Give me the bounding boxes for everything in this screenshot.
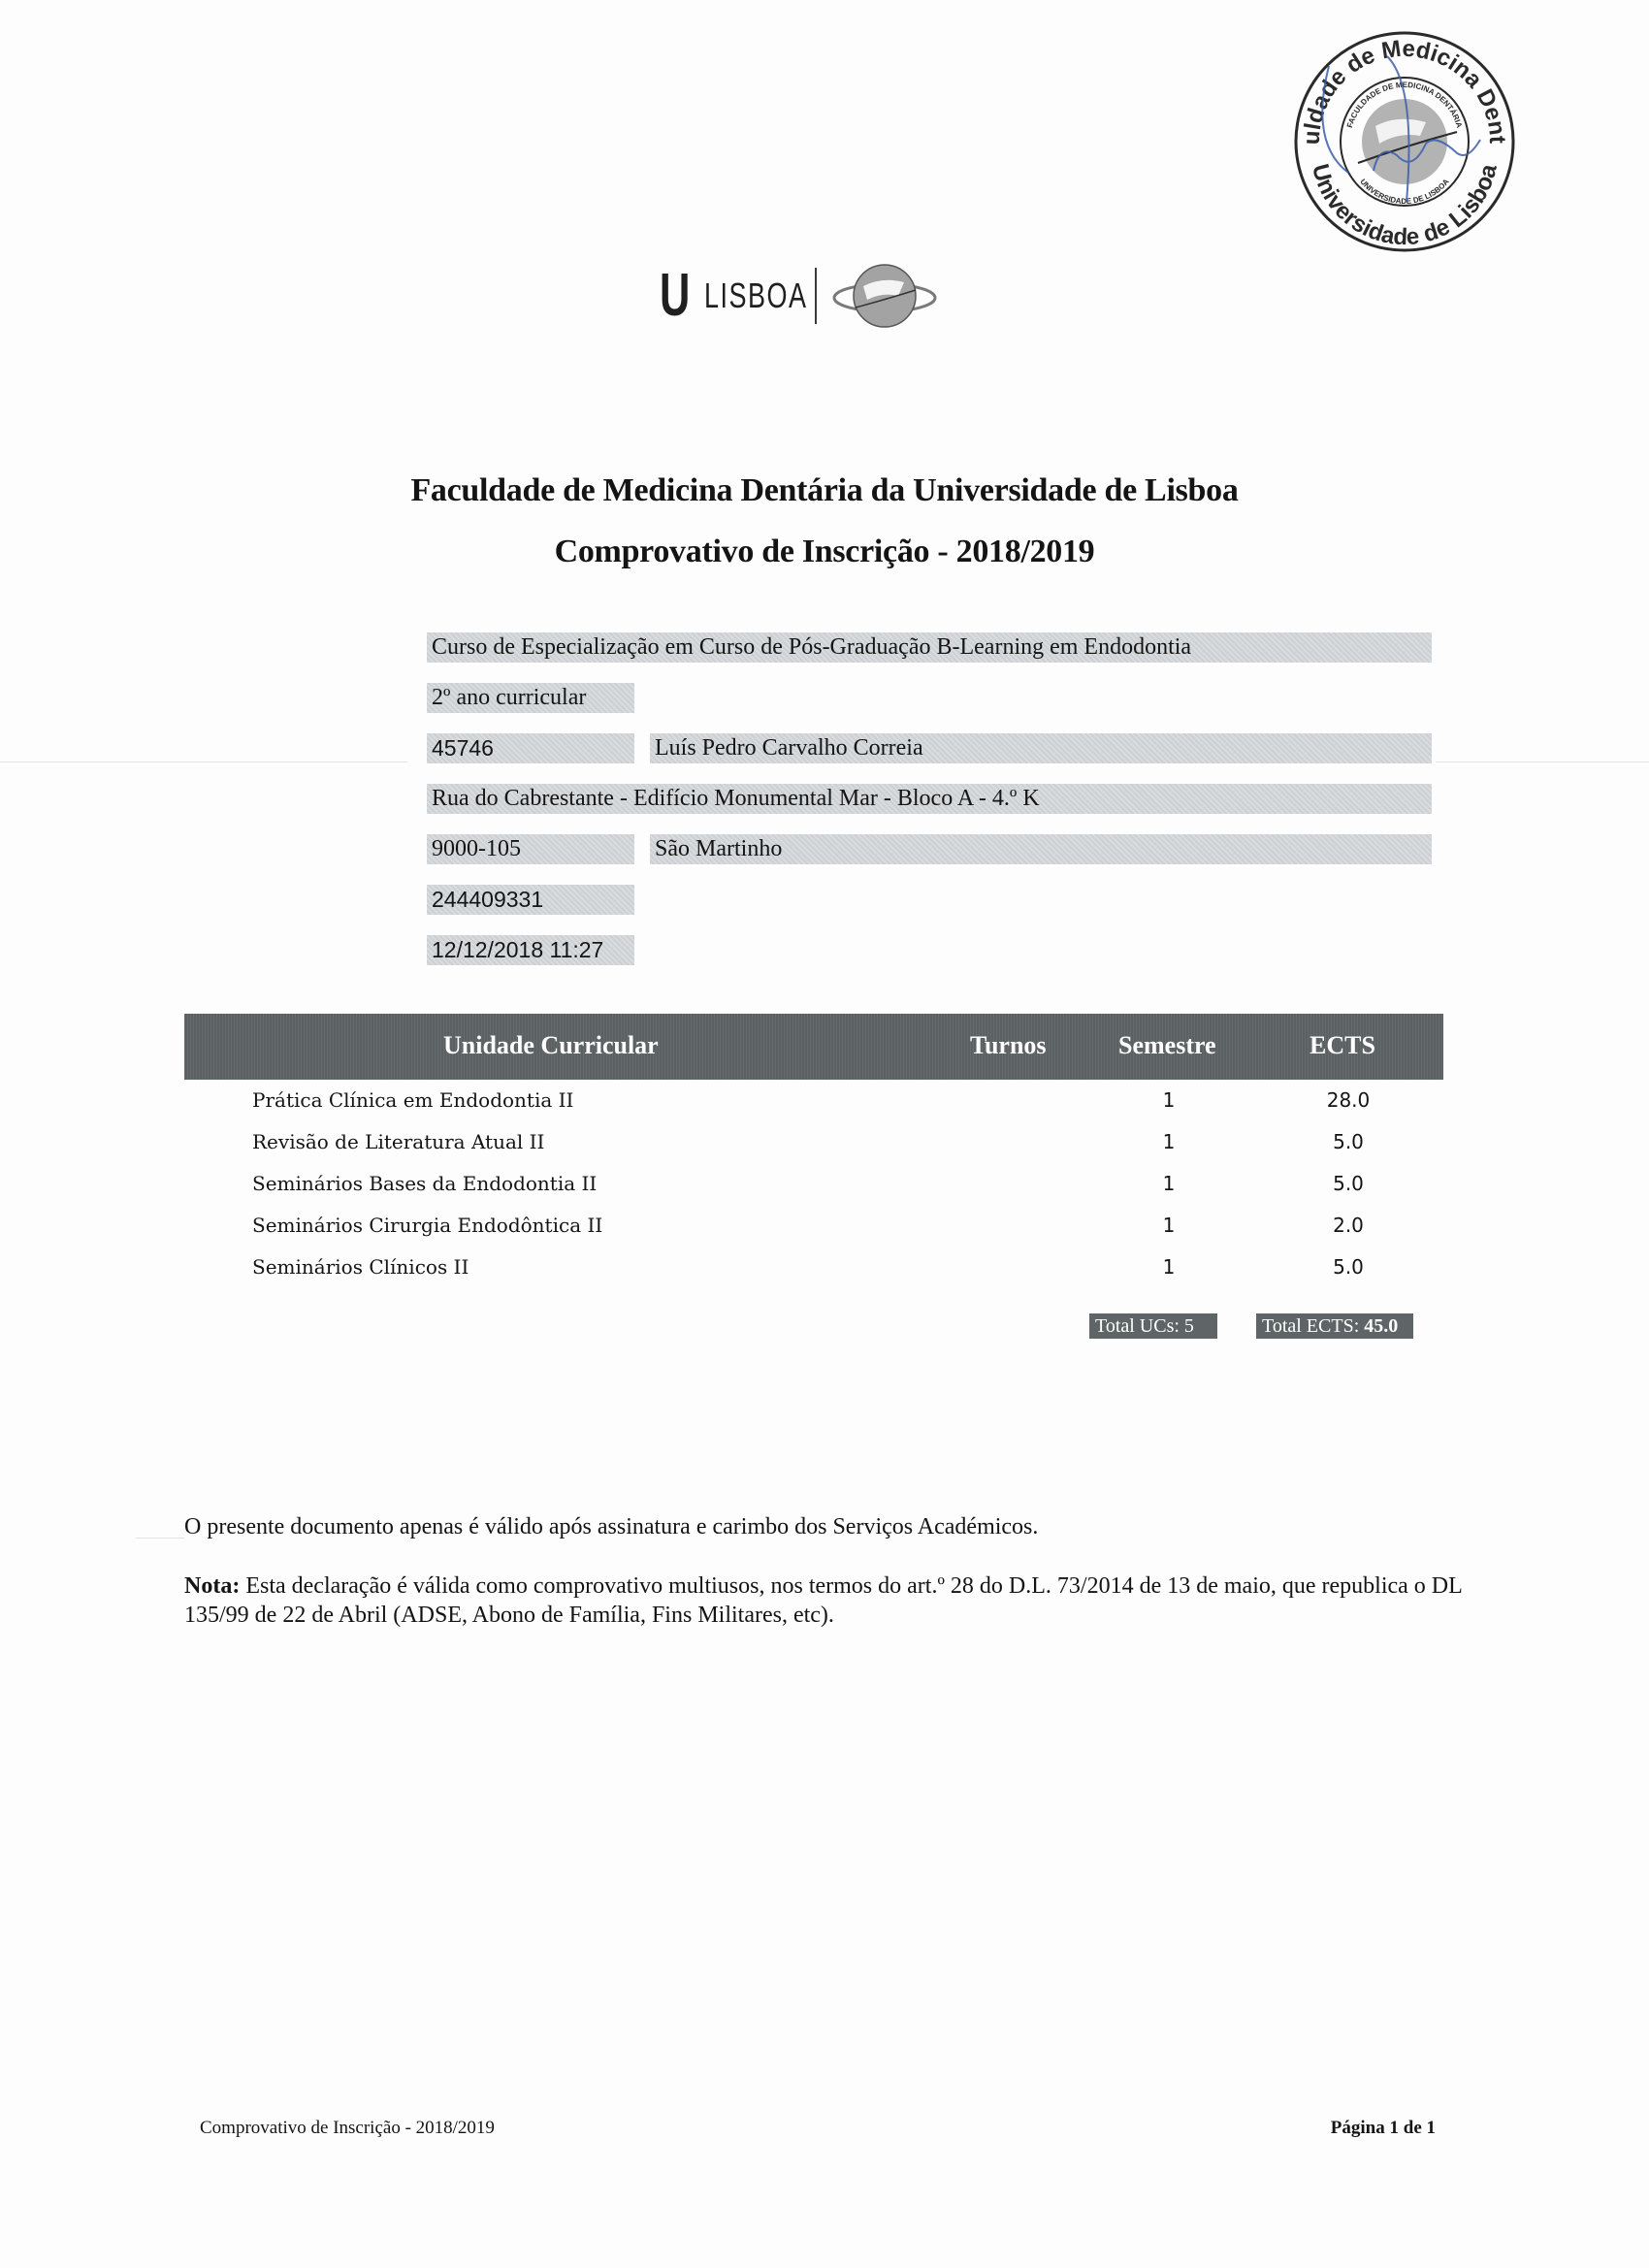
ulisboa-logo [660, 252, 941, 340]
cell-ects: 2.0 [1333, 1214, 1364, 1237]
validity-notice: O presente documento apenas é válido após assinatura e carimbo dos Serviços Académicos. [184, 1514, 1039, 1539]
table-row [0, 1081, 1649, 1119]
nota-paragraph [184, 1571, 1465, 1630]
scan-artifact-line [136, 1538, 184, 1539]
cell-semestre: 1 [1162, 1255, 1176, 1279]
cell-semestre: 1 [1162, 1214, 1176, 1237]
field-value-locality: São Martinho [650, 834, 1432, 864]
cell-semestre: 1 [1162, 1088, 1176, 1112]
cell-semestre: 1 [1162, 1172, 1176, 1195]
scan-artifact-line [0, 761, 407, 762]
field-value-aluno-number: 45746 [427, 733, 634, 763]
field-value-curso: Curso de Especialização em Curso de Pós-Graduação B-Learning em Endodontia [427, 632, 1432, 663]
field-value-data-emissao: 12/12/2018 11:27 [427, 935, 634, 965]
cell-semestre: 1 [1162, 1130, 1176, 1153]
total-ects-label: Total ECTS: [1262, 1315, 1365, 1337]
total-ects-value: 45.0 [1364, 1315, 1399, 1337]
cell-unidade-curricular: Seminários Bases da Endodontia II [252, 1172, 598, 1195]
total-ucs-badge: Total UCs: 5 [1089, 1313, 1217, 1339]
cell-unidade-curricular: Prática Clínica em Endodontia II [252, 1088, 574, 1112]
total-ects-badge [1256, 1313, 1413, 1339]
table-row [0, 1247, 1649, 1286]
nota-label: Nota: [184, 1573, 241, 1599]
field-value-morada: Rua do Cabrestante - Edifício Monumental Mar - Bloco A - 4.º K [427, 784, 1432, 814]
stamp-icon [1290, 27, 1519, 256]
column-header-turnos: Turnos [970, 1031, 1047, 1059]
footer-page-number: Página 1 de 1 [1330, 2118, 1436, 2138]
cell-unidade-curricular: Revisão de Literatura Atual II [252, 1130, 545, 1153]
cell-ects: 5.0 [1333, 1172, 1364, 1195]
table-row [0, 1164, 1649, 1203]
column-header-ects: ECTS [1310, 1031, 1375, 1059]
footer-document-title: Comprovativo de Inscrição - 2018/2019 [200, 2118, 495, 2138]
svg-text:FACULDADE DE MEDICINA DENTÁRIA: FACULDADE DE MEDICINA DENTÁRIA [1344, 80, 1465, 129]
column-header-unidade-curricular: Unidade Curricular [443, 1031, 659, 1059]
logo-u-mark: U [660, 262, 691, 329]
field-value-postal-code: 9000-105 [427, 834, 634, 864]
svg-text:UNIVERSIDADE DE LISBOA: UNIVERSIDADE DE LISBOA [1358, 177, 1451, 207]
field-value-aluno-name: Luís Pedro Carvalho Correia [650, 733, 1432, 763]
table-header [184, 1014, 1443, 1080]
table-row [0, 1122, 1649, 1161]
nota-text: Esta declaração é válida como comprovativo multiusos, nos termos do art.º 28 do D.L. 73/2014 de 13 de maio, que republica o DL 135/99 de 22 de Abril (ADSE, Abono de Família, Fins Militares, etc). [184, 1573, 1462, 1628]
logo-divider [815, 268, 817, 324]
scan-artifact-line [1436, 761, 1649, 762]
svg-text:Universidade de Lisboa: Universidade de Lisboa [1307, 161, 1503, 251]
field-value-ano-curricular: 2º ano curricular [427, 683, 634, 713]
column-header-semestre: Semestre [1118, 1031, 1216, 1059]
table-row [0, 1206, 1649, 1245]
cell-ects: 5.0 [1333, 1255, 1364, 1279]
cell-unidade-curricular: Seminários Cirurgia Endodôntica II [252, 1214, 603, 1237]
faculty-emblem-icon [826, 257, 941, 335]
svg-text:Faculdade de Medicina Dentária: uldade de Medicina Dent [1298, 35, 1511, 146]
cell-unidade-curricular: Seminários Clínicos II [252, 1255, 469, 1279]
logo-wordmark: LISBOA [704, 275, 808, 315]
cell-ects: 28.0 [1326, 1088, 1371, 1112]
field-value-nif: 244409331 [427, 885, 634, 915]
institution-title: Faculdade de Medicina Dentária da Universidade de Lisboa [410, 472, 1239, 508]
document-title: Comprovativo de Inscrição - 2018/2019 [554, 534, 1095, 569]
official-stamp [1290, 27, 1519, 256]
cell-ects: 5.0 [1333, 1130, 1364, 1153]
